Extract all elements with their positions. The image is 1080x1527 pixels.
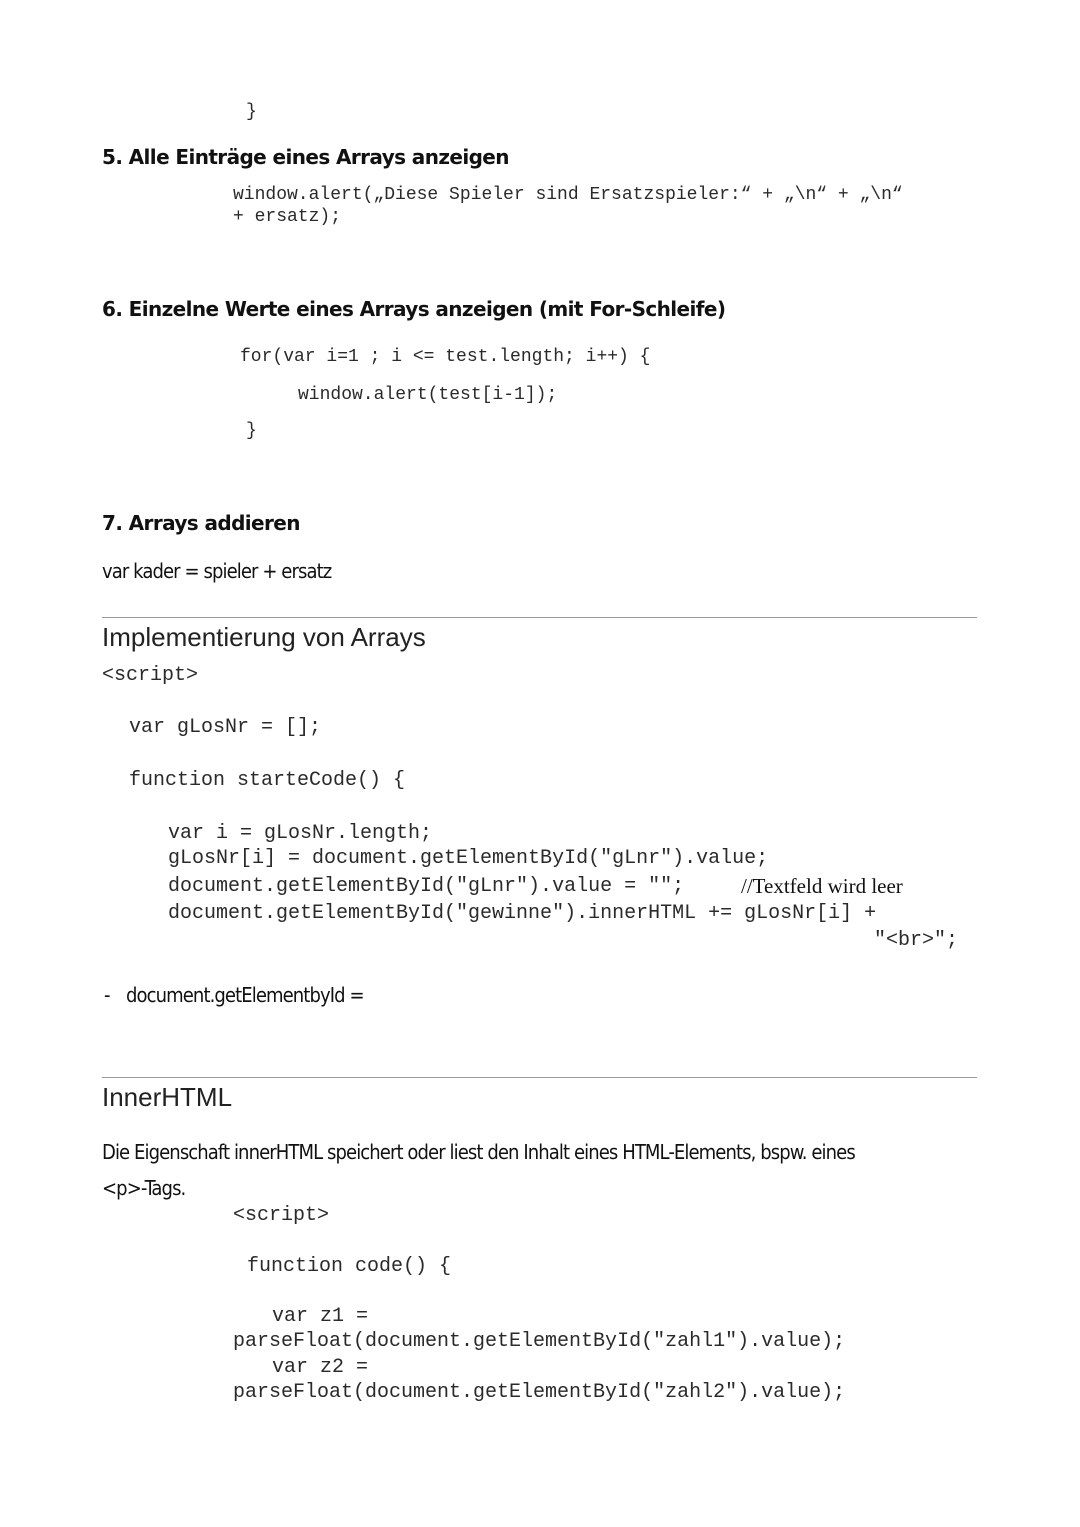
- section6-code-line2: window.alert(test[i-1]);: [298, 385, 558, 405]
- impl-line-i: var i = gLosNr.length;: [168, 822, 433, 845]
- section6-code-line1: for(var i=1 ; i <= test.length; i++) {: [240, 347, 651, 367]
- innerhtml-z1-value: parseFloat(document.getElementById("zahl1").value);: [233, 1330, 846, 1353]
- section7-text: var kader = spieler + ersatz: [102, 559, 332, 583]
- divider: [102, 1077, 977, 1078]
- impl-script-open: <script>: [102, 664, 199, 687]
- note-dash: -: [104, 983, 110, 1007]
- innerhtml-desc-line2: <p>-Tags.: [102, 1176, 186, 1200]
- section6-code-line3: }: [246, 421, 257, 441]
- impl-comment: //Textfeld wird leer: [741, 874, 903, 898]
- innerhtml-script-open: <script>: [233, 1204, 330, 1227]
- section5-heading: 5. Alle Einträge eines Arrays anzeigen: [102, 145, 509, 169]
- innerhtml-z2-decl: var z2 =: [272, 1356, 369, 1379]
- section7-heading: 7. Arrays addieren: [102, 511, 300, 535]
- innerhtml-function-line: function code() {: [247, 1255, 452, 1278]
- note-text: document.getElementbyId =: [126, 983, 364, 1007]
- innerhtml-z2-value: parseFloat(document.getElementById("zahl2").value);: [233, 1381, 846, 1404]
- divider: [102, 617, 977, 618]
- section5-code-line1: window.alert(„Diese Spieler sind Ersatzspieler:“ + „\n“ + „\n“: [233, 185, 903, 205]
- innerhtml-title: InnerHTML: [102, 1082, 233, 1112]
- implementation-title: Implementierung von Arrays: [102, 622, 426, 652]
- section5-code-line2: + ersatz);: [233, 207, 342, 227]
- impl-function-line: function starteCode() {: [129, 769, 406, 792]
- impl-line-inner: document.getElementById("gewinne").innerHTML += gLosNr[i] +: [168, 902, 877, 925]
- impl-line-clear: document.getElementById("gLnr").value = "";: [168, 875, 685, 898]
- closing-brace: }: [246, 102, 257, 122]
- impl-var-line: var gLosNr = [];: [129, 716, 322, 739]
- innerhtml-desc-line1: Die Eigenschaft innerHTML speichert oder liest den Inhalt eines HTML-Elements, bspw. eines: [102, 1140, 855, 1164]
- innerhtml-z1-decl: var z1 =: [272, 1305, 369, 1328]
- impl-line-assign: gLosNr[i] = document.getElementById("gLnr").value;: [168, 847, 769, 870]
- section6-heading: 6. Einzelne Werte eines Arrays anzeigen (mit For-Schleife): [102, 297, 726, 321]
- impl-line-br: "<br>";: [874, 929, 959, 952]
